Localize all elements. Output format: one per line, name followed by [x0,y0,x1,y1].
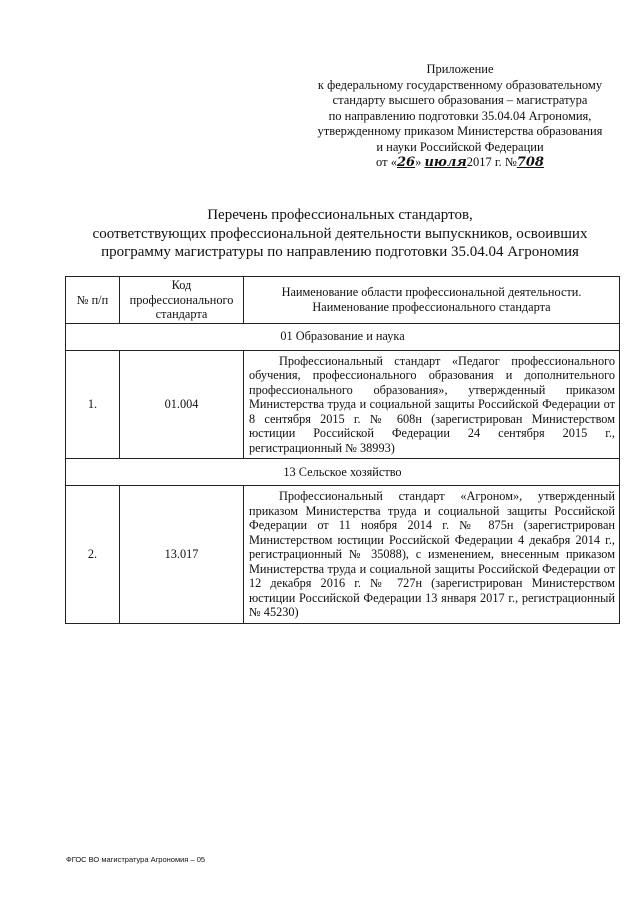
annex-line-5: и науки Российской Федерации [376,139,544,154]
section-title: 01 Образование и наука [66,323,620,350]
annex-line-3: по направлению подготовки 35.04.04 Агрономия, [328,108,592,123]
title-line-3: программу магистратуры по направлению подготовки 35.04.04 Агрономия [101,244,579,260]
table-row [66,486,620,624]
row-standard-text: Профессиональный стандарт «Агроном», утвержденный приказом Министерства труда и социальной защиты Российской Федерации от 11 ноября 2014 г. № 875н (зарегистрирован Министерством юстиции Российской Федерации 4 декабря 2014 г., регистрационный № 35088), с изменением, внесенным приказом Министерства труда и социальной защиты Российской Федерации от 12 декабря 2016 г. № 727н (зарегистрирован Министерством юстиции Российской Федерации 13 января 2017 г., регистрационный № 45230) [244,486,620,624]
title-line-2: соответствующих профессиональной деятельности выпускников, освоивших [92,225,588,242]
annex-date-line [300,155,620,171]
row-num: 2. [66,486,120,624]
standards-table [65,276,620,624]
table-row [66,350,620,459]
document-title [60,206,620,262]
date-year: 2017 г. № [466,155,517,169]
annex-block [300,62,620,171]
annex-line-4: утвержденному приказом Министерства образования [317,124,603,138]
section-title: 13 Сельское хозяйство [66,459,620,486]
date-sep: » [415,155,422,169]
title-line-1: Перечень профессиональных стандартов, [207,207,473,223]
annex-heading: Приложение [426,62,494,76]
header-code: Код профессионального стандарта [120,277,244,324]
table-header-row [66,277,620,324]
date-prefix: от « [376,155,397,169]
section-row [66,459,620,486]
row-standard-text: Профессиональный стандарт «Педагог профессионального обучения, профессионального образования и дополнительного профессионального образования», утвержденный приказом Министерства труда и социальной защиты Российской Федерации от 8 сентября 2015 г. № 608н (зарегистрирован Министерством юстиции Российской Федерации 24 сентября 2015 г., регистрационный № 38993) [244,350,620,459]
order-number: 708 [516,155,544,170]
date-month: июля [424,155,467,170]
row-code: 13.017 [120,486,244,624]
header-name-line-2: Наименование профессионального стандарта [312,299,551,314]
date-day: 26 [396,155,416,170]
header-name [244,277,620,324]
header-num: № п/п [66,277,120,324]
row-num: 1. [66,350,120,459]
annex-line-2: стандарту высшего образования – магистратура [332,93,588,107]
row-code: 01.004 [120,350,244,459]
header-name-line-1: Наименование области профессиональной деятельности. [281,285,582,300]
section-row [66,323,620,350]
annex-line-1: к федеральному государственному образовательному [317,77,603,92]
page-footer: ФГОС ВО магистратура Агрономия – 05 [66,855,206,864]
